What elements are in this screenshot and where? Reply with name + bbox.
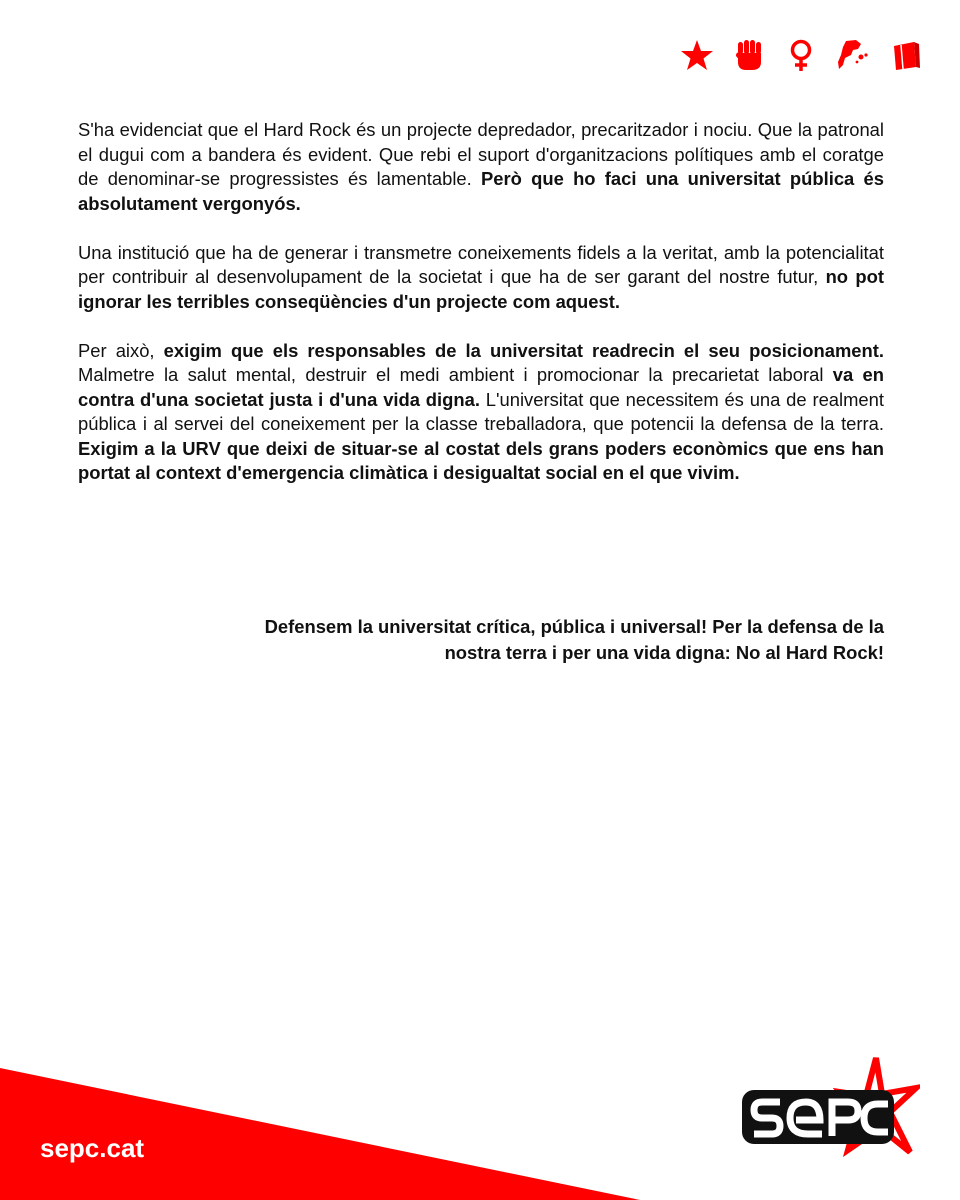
catalan-map-icon [836, 38, 870, 72]
p2-bold: no pot ignorar les terribles conseqüències d'un projecte com aquest. [78, 266, 884, 312]
venus-symbol-icon [784, 38, 818, 72]
raised-fist-icon [732, 38, 766, 72]
p3-text-3: L'universitat que necessitem és una de realment pública i al servei del coneixement per la classe treballadora, que potencii la defensa de la terra. [78, 388, 885, 434]
statement-body [78, 118, 884, 510]
p2-text: Una institució que ha de generar i transmetre coneixements fidels a la veritat, amb la potencialitat per contribuir al desenvolupament de la societat i que ha de ser garant del nostre futur, [78, 241, 884, 287]
closing-line-1: Defensem la universitat crítica, pública i universal! Per la defensa de la [264, 616, 884, 637]
p3-bold-1: exigim que els responsables de la universitat readrecin el seu posicionament. [163, 339, 884, 361]
paragraph-3 [78, 339, 884, 486]
p1-text: S'ha evidenciat que el Hard Rock és un projecte depredador, precaritzador i nociu. Que la patronal el dugui com a bandera és evident. Que rebi el suport d'organitzacions polítiques amb el coratge de denominar-se progressistes és lamentable. [78, 119, 884, 189]
closing-slogan [78, 614, 884, 666]
closing-line-2: nostra terra i per una vida digna: No al Hard Rock! [444, 642, 884, 663]
paragraph-2 [78, 241, 884, 315]
p1-bold: Però que ho faci una universitat pública és absolutament vergonyós. [78, 168, 884, 214]
p3-text-1: Per això, [78, 339, 164, 361]
paragraph-1 [78, 118, 884, 216]
star-icon [680, 38, 714, 72]
website-link[interactable]: sepc.cat [40, 1133, 145, 1163]
p3-bold-3: Exigim a la URV que deixi de situar-se al costat dels grans poders econòmics que ens han portat al context d'emergencia climàtica i desigualtat social en el que vivim. [78, 437, 884, 483]
red-book-icon [888, 38, 922, 72]
p3-text-2: Malmetre la salut mental, destruir el medi ambient i promocionar la precarietat laboral [78, 364, 833, 385]
header-icons [680, 38, 922, 72]
sepc-logo [740, 1054, 920, 1164]
p3-bold-2: va en contra d'una societat justa i d'una vida digna. [78, 364, 884, 410]
